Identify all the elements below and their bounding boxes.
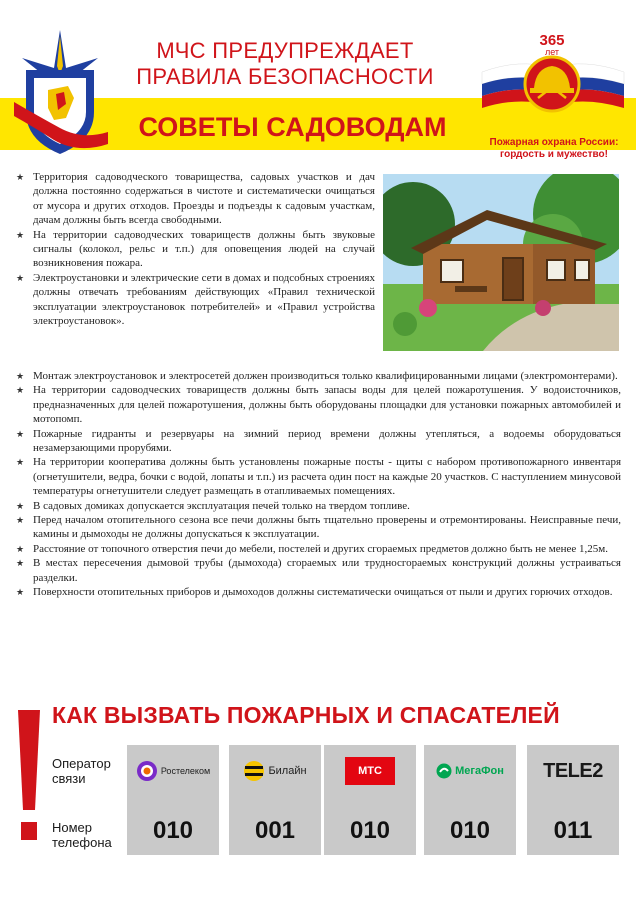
rostelecom-icon <box>136 759 158 783</box>
list-item: ★ В местах пересечения дымовой трубы (дымохода) сгораемых или трудносгораемых конструкций должны устраиваться разделки. <box>16 557 621 584</box>
star-bullet-icon: ★ <box>16 172 25 182</box>
operator-card-rostelecom <box>127 745 219 855</box>
operator-name: Билайн <box>268 765 307 777</box>
operator-card-beeline <box>229 745 321 855</box>
exclamation-icon <box>14 710 44 850</box>
tips-list-bottom <box>14 369 621 600</box>
operator-name: TELE2 <box>543 759 603 782</box>
phone-number: 010 <box>152 817 194 844</box>
list-item: ★ На территории кооператива должны быть установлены пожарные посты - щиты с набором противопожарного инвентаря (огнетушители, ведра, бочки с водой, лопаты и т.п.) из расчета один пост на каждые 20 участков. С наступлением минусовой температуры огнетушители следует размещать в отапливаемых помещениях. <box>16 456 621 498</box>
star-bullet-icon: ★ <box>16 371 25 381</box>
star-bullet-icon: ★ <box>16 428 25 439</box>
list-item: ★ Расстояние от топочного отверстия печи до мебели, постелей и других сгораемых предметов должно быть не менее 1,25м. <box>16 542 608 555</box>
operator-card-tele2 <box>527 745 619 855</box>
star-bullet-icon: ★ <box>16 558 25 569</box>
operator-name: МТС <box>358 765 382 777</box>
mts-logo <box>324 755 416 787</box>
operator-name: Ростелеком <box>160 766 211 776</box>
megafon-icon <box>436 763 452 779</box>
list-item: ★ Пожарные гидранты и резервуары на зимний период времени должны утепляться, а водоемы оборудоваться незамерзающими прорубями. <box>16 427 621 455</box>
phone-number: 010 <box>349 817 391 844</box>
rostelecom-logo <box>127 755 219 787</box>
star-bullet-icon: ★ <box>16 272 25 283</box>
list-item: ★ На территории садоводческих товариществ должны быть звуковые сигналы (колокол, рельс и т.п.) для оповещения людей на случай возникновения пожара. <box>16 228 375 270</box>
star-bullet-icon: ★ <box>16 385 25 396</box>
call-section-title: КАК ВЫЗВАТЬ ПОЖАРНЫХ И СПАСАТЕЛЕЙ <box>52 702 560 728</box>
beeline-logo <box>229 755 321 787</box>
mchs-emblem <box>8 28 112 158</box>
star-bullet-icon: ★ <box>16 587 25 598</box>
list-item: ★ Перед началом отопительного сезона все печи должны быть тщательно проверены и отремонтированы. Неисправные печи, камины и дымоходы не должны допускаться к эксплуатации. <box>16 514 621 541</box>
list-item: ★ Поверхности отопительных приборов и дымоходов должны систематически очищаться от пыли и других горючих отходов. <box>16 586 613 599</box>
list-item: ★ Монтаж электроустановок и электросетей должен производиться только квалифицированными лицами (электромонтерами). <box>16 370 618 382</box>
house-photo <box>383 174 619 351</box>
list-item: ★ На территории садоводческих товариществ должны быть запасы воды для целей пожаротушения. У водоисточников, предназначенных для целей пожаротушения, должны быть оборудованы площадки для установки пожарных автомобилей и мотопомп. <box>16 384 621 426</box>
operator-label: Оператор связи <box>52 756 111 786</box>
tele2-logo <box>527 755 619 787</box>
star-bullet-icon: ★ <box>16 457 25 468</box>
header-line-2: ПРАВИЛА БЕЗОПАСНОСТИ <box>136 64 434 89</box>
operator-name: МегаФон <box>455 765 504 777</box>
star-bullet-icon: ★ <box>16 229 25 240</box>
phone-number: 011 <box>553 817 593 844</box>
header-title <box>120 38 450 90</box>
phone-number: 010 <box>449 817 491 844</box>
operator-card-megafon <box>424 745 516 855</box>
star-bullet-icon: ★ <box>16 543 25 554</box>
list-item: ★ Территория садоводческого товарищества, садовых участков и дач должна постоянно содержаться в чистоте и систематически очищаться от мусора и других отходов. Проезды и подъезды к садовым участкам, дачам должны быть всегда свободными. <box>16 171 375 227</box>
years-number: 365 <box>539 32 565 49</box>
phone-number: 001 <box>254 817 296 844</box>
megafon-logo <box>424 755 516 787</box>
motto-line-2: гордость и мужество! <box>500 149 608 160</box>
star-bullet-icon: ★ <box>16 515 25 526</box>
list-item: ★ Электроустановки и электрические сети в домах и подсобных строениях должны отвечать требованиям действующих «Правил технической эксплуатации электроустановок потребителей» и «Правил устройства электроустановок». <box>16 271 375 328</box>
star-bullet-icon: ★ <box>16 500 25 511</box>
motto-line-1: Пожарная охрана России: <box>489 137 619 148</box>
phone-label: Номер телефона <box>52 820 112 850</box>
years-label: лет <box>544 47 560 57</box>
page-title: СОВЕТЫ САДОВОДАМ <box>138 112 447 142</box>
tips-list-top <box>14 170 375 328</box>
list-item: ★ В садовых домиках допускается эксплуатация печей только на твердом топливе. <box>16 499 410 512</box>
mts-icon <box>345 757 395 785</box>
beeline-icon <box>243 760 265 782</box>
operator-card-mts <box>324 745 416 855</box>
fire-service-motto <box>474 137 634 161</box>
header-line-1: МЧС ПРЕДУПРЕЖДАЕТ <box>156 38 414 63</box>
